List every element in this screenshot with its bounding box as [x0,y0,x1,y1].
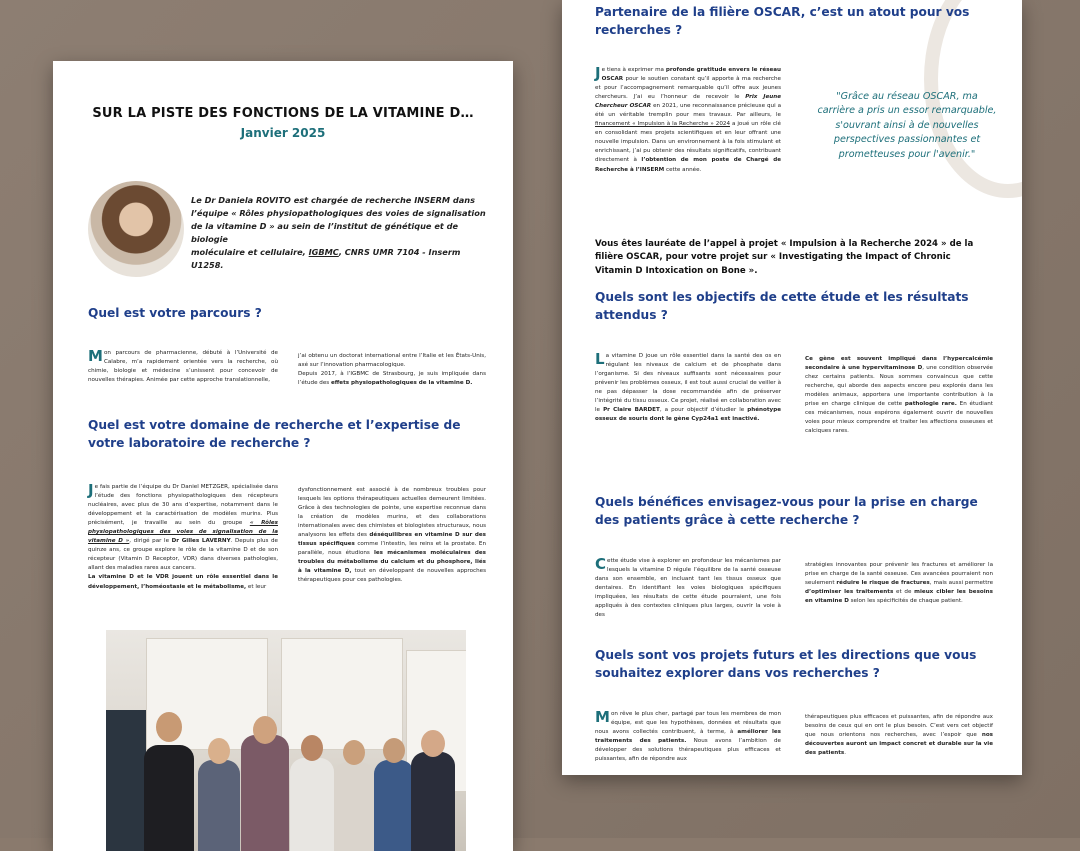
question-projets: Quels sont vos projets futurs et les directions que vous souhaitez explorer dans vos recherches ? [595,648,977,680]
projets-col2: thérapeutiques plus efficaces et puissantes, afin de répondre aux besoins de ceux qui en ont le plus besoin. C’est vers cet objectif que nous orientons nos recherches, avec l’espoir que nos découvertes auront un impact concret et durable sur la vie des patients. [805,714,993,757]
laureate-text: Vous êtes lauréate de l’appel à projet « Impulsion à la Recherche 2024 » de la filière OSCAR, pour votre projet sur « Investigating the Impact of Chronic Vitamin D Intoxication on Bone ». [595,239,974,276]
funding-link[interactable]: financement « Impulsion à la Recherche » 2024 [595,121,731,128]
question-parcours: Quel est votre parcours ? [88,306,262,320]
parcours-col1: Mon parcours de pharmacienne, débuté à l’Université de Calabre, m’a rapidement orientée vers la recherche, où chimie, biologie et médecine s’unissent pour concevoir de nouvelles thérapies. Animée par cette approche translationnelle, [88,347,278,384]
portrait-photo [88,181,184,277]
benefices-col1: Cette étude vise à explorer en profondeur les mécanismes par lesquels la vitamine D régule l’équilibre de la santé osseuse dans son ensemble, en incluant tant les tissus osseux que dentaires. En identifiant les voies biologiques spécifiques impliquées, les résultats de cette étude pourraient, une fois appliqués à des contextes cliniques plus larges, ouvrir la voie à des [595,555,781,619]
question-domaine: Quel est votre domaine de recherche et l’expertise de votre laboratoire de recherche ? [88,418,461,450]
question-benefices: Quels bénéfices envisagez-vous pour la prise en charge des patients grâce à cette recherche ? [595,495,978,527]
page-title: SUR LA PISTE DES FONCTIONS DE LA VITAMINE D… [92,106,474,121]
igbmc-link[interactable]: IGBMC [308,246,339,257]
domaine-col2: dysfonctionnement est associé à de nombreux troubles pour lesquels les options thérapeutiques actuelles demeurent limitées. Grâce à des technologies de pointe, une expertise reconnue dans la création de modèles murins, et des collaborations internationales avec des chimistes et biologistes structuraux, nous analysons les effets des déséquilibres en vitamine D sur des tissus spécifiques comme l’intestin, les reins et la prostate. En parallèle, nous étudions les mécanismes moléculaires des troubles du métabolisme du calcium et du phosphore, liés à la vitamine D, tout en développant de nouvelles approches thérapeutiques pour ces pathologies. [298,487,487,584]
objectifs-col1: La vitamine D joue un rôle essentiel dans la santé des os en régulant les niveaux de calcium et de phosphate dans l’organisme. Si des niveaux suffisants sont nécessaires pour prévenir les problèmes osseux, il est tout aussi crucial de veiller à ne pas dépasser la dose recommandée afin de préserver l’intégrité du tissu osseux. Ce projet, réalisé en collaboration avec le Pr Claire BARDET, a pour objectif d’étudier le phénotype osseux de souris dont le gène Cyp24a1 est inactivé. [595,350,781,423]
benefices-col2: stratégies innovantes pour prévenir les fractures et améliorer la prise en charge de la santé osseuse. Ces avancées pourraient non seulement réduire le risque de fractures, mais aussi permettre d’optimiser les traitements et de mieux cibler les besoins en vitamine D selon les spécificités de chaque patient. [805,562,994,605]
left-page [53,61,513,851]
objectifs-col2: Ce gène est souvent impliqué dans l’hypercalcémie secondaire à une hypervitaminose D, une condition observée chez certains patients. Nous sommes convaincus que cette recherche, qui aborde des aspects encore peu explorés dans les modèles animaux, apportera une importante contribution à la prise en charge clinique de cette pathologie rare. En étudiant ces mécanismes, nous espérons également ouvrir de nouvelles voies pour mieux comprendre et traiter les affections osseuses et calciques rares. [805,356,993,435]
oscar-col: Je tiens à exprimer ma profonde gratitude envers le réseau OSCAR pour le soutien constant qu’il apporte à ma recherche et pour l’accompagnement remarquable qu’il offre aux jeunes chercheurs. J’ai eu l’honneur de recevoir le Prix Jeune Chercheur OSCAR en 2021, une reconnaissance précieuse qui a été un véritable tremplin pour mes travaux. Par ailleurs, le financement « Impulsion à la Recherche » 2024 a joué un rôle clé en consolidant mes projets scientifiques et en leur offrant une nouvelle impulsion. Dans un environnement à la fois stimulant et enrichissant, j’ai pu obtenir des résultats significatifs, contribuant directement à l’obtention de mon poste de Chargé de Recherche à l’INSERM cette année. [595,64,782,173]
domaine-col1: Je fais partie de l’équipe du Dr Daniel METZGER, spécialisée dans l’étude des fonctions physiopathologiques des récepteurs nucléaires, avec plus de 30 ans d’expertise, notamment dans le développement et la caractérisation de modèles murins. Plus précisément, je travaille au sein du groupe « Rôles physiopathologiques des voies de signalisation de la vitamine D », dirigé par le Dr Gilles LAVERNY. Depuis plus de quinze ans, ce groupe explore le rôle de la vitamine D et de son récepteur (Vitamin D Receptor, VDR) dans diverses pathologies, allant des maladies rares aux cancers. La vitamine D et le VDR jouent un rôle essentiel dans le développement, l’homéostasie et le métabolisme, et leur [88,481,278,590]
question-oscar: Partenaire de la filière OSCAR, c’est un atout pour vos recherches ? [595,5,970,37]
right-page [562,0,1022,775]
intro-text: Le Dr Daniela ROVITO est chargée de recherche INSERM dans l’équipe « Rôles physiopathologiques des voies de signalisation de la vitamine D » au sein de l’institut de génétique et de biologie moléculaire et cellulaire, IGBMC, CNRS UMR 7104 - Inserm U1258. [191,195,486,270]
team-photo [106,630,466,851]
page-date: Janvier 2025 [240,126,326,140]
projets-col1: Mon rêve le plus cher, partagé par tous les membres de mon équipe, est que les hypothèses, données et résultats que nous avons collectés contribuent, à terme, à améliorer les traitements des patients. Nous avons l’ambition de développer des solutions thérapeutiques plus efficaces et puissantes, afin de répondre aux [595,708,782,763]
group-link[interactable]: « Rôles physiopathologiques des voies de signalisation de la vitamine D » [88,520,278,545]
parcours-col2: j’ai obtenu un doctorat international entre l’Italie et les États-Unis, axé sur l’innovation pharmacologique. Depuis 2017, à l’IGBMC de Strasbourg, je suis impliquée dans l’étude des effets physiopathologiques de la vitamine D. [298,353,486,387]
question-objectifs: Quels sont les objectifs de cette étude et les résultats attendus ? [595,290,969,322]
pull-quote: "Grâce au réseau OSCAR, ma carrière a pris un essor remarquable, s'ouvrant ainsi à de nouvelles perspectives passionnantes et prometteuses pour l'avenir." [817,91,997,160]
